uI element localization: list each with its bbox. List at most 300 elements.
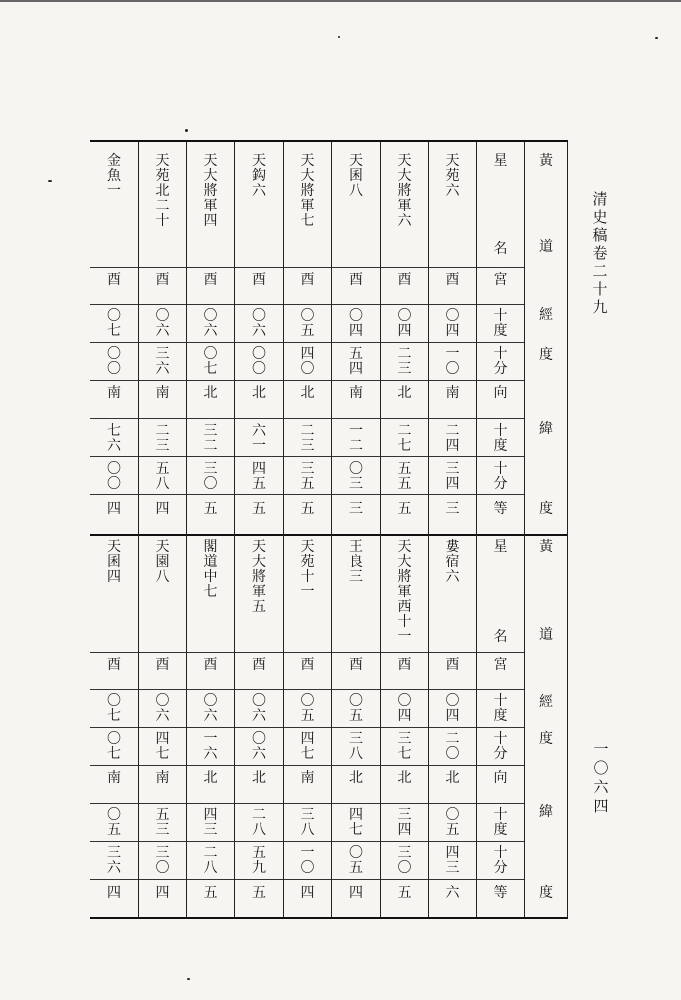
row-separator: [429, 418, 476, 419]
star-min: 五 四: [349, 346, 363, 377]
label-huang: 黃: [539, 539, 553, 555]
row-separator: [235, 803, 283, 804]
row-separator: [187, 652, 234, 653]
star-name: 天 大 將 軍 七: [300, 153, 315, 229]
row-separator: [284, 456, 331, 457]
row-separator: [284, 689, 331, 690]
star-dir: 南: [445, 385, 460, 401]
star-column: [234, 142, 283, 917]
row-separator: [429, 456, 476, 457]
star-dir: 南: [300, 770, 315, 786]
row-separator: [187, 304, 234, 305]
star-lat-min: 三 五: [300, 461, 315, 492]
row-separator: [477, 494, 524, 495]
row-separator: [139, 494, 186, 495]
row-separator: [235, 418, 283, 419]
star-deg: 〇 七: [107, 308, 121, 339]
star-palace: 酉: [155, 272, 170, 288]
star-lat-deg: 五 三: [155, 807, 170, 838]
ink-speck: [655, 37, 658, 39]
row-separator: [187, 803, 234, 804]
star-lat-min: 三 六: [107, 845, 121, 876]
row-separator: [381, 652, 428, 653]
header-palace: 宮: [493, 657, 508, 673]
row-separator: [477, 267, 524, 268]
row-separator: [284, 841, 331, 842]
row-separator: [187, 841, 234, 842]
star-deg: 〇 六: [203, 693, 218, 724]
row-separator: [187, 267, 234, 268]
header-mag: 等: [493, 885, 508, 901]
star-name: 天 大 將 軍 四: [203, 153, 218, 229]
star-deg: 〇 四: [397, 308, 412, 339]
row-separator: [235, 267, 283, 268]
star-column: [283, 142, 331, 917]
row-separator: [332, 342, 380, 343]
row-separator: [332, 534, 380, 536]
row-separator: [284, 803, 331, 804]
label-du: 度: [539, 885, 553, 901]
row-separator: [139, 267, 186, 268]
star-mag: 五: [397, 501, 412, 517]
star-name: 天 苑 十 一: [300, 539, 315, 600]
row-separator: [90, 727, 138, 728]
label-huang: 黃: [539, 153, 553, 169]
star-mag: 四: [155, 501, 170, 517]
row-separator: [381, 841, 428, 842]
row-separator: [235, 689, 283, 690]
star-mag: 五: [397, 885, 412, 901]
star-mag: 五: [203, 885, 218, 901]
star-name: 天 苑 六: [445, 153, 460, 199]
star-deg: 〇 四: [397, 693, 412, 724]
row-separator: [90, 841, 138, 842]
row-separator: [187, 456, 234, 457]
row-separator: [381, 304, 428, 305]
star-dir: 南: [155, 385, 170, 401]
star-deg: 〇 四: [445, 693, 460, 724]
row-separator: [429, 689, 476, 690]
label-du: 度: [539, 501, 553, 517]
star-palace: 酉: [107, 272, 121, 288]
header-lat-min: 十 分: [493, 845, 508, 876]
row-separator: [139, 765, 186, 766]
header-min: 十 分: [493, 346, 508, 377]
star-mag: 三: [445, 501, 460, 517]
row-separator: [284, 342, 331, 343]
row-separator: [235, 841, 283, 842]
row-separator: [90, 803, 138, 804]
row-separator: [187, 765, 234, 766]
row-separator: [284, 494, 331, 495]
row-separator: [187, 380, 234, 381]
star-lat-min: 二 八: [203, 845, 218, 876]
row-separator: [90, 380, 138, 381]
row-separator: [429, 727, 476, 728]
label-jing: 經: [539, 307, 553, 323]
header-min: 十 分: [493, 731, 508, 762]
row-separator: [284, 652, 331, 653]
star-lat-min: 三 〇: [203, 461, 218, 492]
row-separator: [381, 765, 428, 766]
label-du: 度: [539, 347, 553, 363]
row-separator: [332, 456, 380, 457]
row-separator: [429, 342, 476, 343]
row-separator: [139, 803, 186, 804]
star-min: 一 〇: [445, 346, 460, 377]
star-name: 天 鈎 六: [252, 153, 266, 199]
star-dir: 北: [203, 770, 218, 786]
star-lat-min: 四 五: [252, 461, 266, 492]
row-separator: [429, 803, 476, 804]
star-min: 〇 七: [107, 731, 121, 762]
star-lat-deg: 二 八: [252, 807, 266, 838]
row-separator: [477, 727, 524, 728]
row-separator: [187, 534, 234, 536]
row-separator: [477, 841, 524, 842]
star-dir: 北: [252, 770, 266, 786]
star-column: [90, 142, 138, 917]
header-column: [476, 142, 524, 917]
row-separator: [187, 342, 234, 343]
star-palace: 酉: [252, 657, 266, 673]
row-separator: [235, 494, 283, 495]
star-dir: 北: [300, 385, 315, 401]
row-separator: [139, 879, 186, 880]
star-palace: 酉: [300, 272, 315, 288]
star-dir: 北: [397, 385, 412, 401]
row-separator: [235, 342, 283, 343]
star-min: 二 〇: [445, 731, 460, 762]
label-dao: 道: [539, 627, 553, 643]
row-separator: [90, 342, 138, 343]
row-separator: [139, 456, 186, 457]
row-separator: [235, 380, 283, 381]
row-separator: [429, 304, 476, 305]
star-lat-min: 〇 〇: [107, 461, 121, 492]
star-palace: 酉: [107, 657, 121, 673]
star-name: 天 苑 北 二 十: [155, 153, 170, 229]
row-separator: [284, 418, 331, 419]
star-lat-min: 五 九: [252, 845, 266, 876]
star-lat-deg: 四 三: [203, 807, 218, 838]
row-separator: [284, 765, 331, 766]
page-number: 一 〇 六 四: [593, 740, 609, 815]
star-min: 四 〇: [300, 346, 315, 377]
header-palace: 宮: [493, 272, 508, 288]
star-lat-min: 三 〇: [397, 845, 412, 876]
star-palace: 酉: [155, 657, 170, 673]
star-lat-deg: 〇 五: [107, 807, 121, 838]
row-separator: [477, 879, 524, 880]
row-separator: [187, 727, 234, 728]
row-separator: [429, 267, 476, 268]
row-separator: [139, 304, 186, 305]
header-deg: 十 度: [493, 693, 508, 724]
row-separator: [429, 652, 476, 653]
star-dir: 南: [349, 385, 363, 401]
star-dir: 南: [107, 385, 121, 401]
star-mag: 四: [107, 501, 121, 517]
star-palace: 酉: [349, 657, 363, 673]
row-separator: [477, 380, 524, 381]
star-lat-deg: 六 一: [252, 423, 266, 454]
star-mag: 五: [203, 501, 218, 517]
row-separator: [235, 534, 283, 536]
row-separator: [284, 304, 331, 305]
star-catalog-table: [90, 140, 568, 919]
star-palace: 酉: [300, 657, 315, 673]
star-lat-deg: 一 二: [349, 423, 363, 454]
star-lat-deg: 七 六: [107, 423, 121, 454]
row-separator: [332, 267, 380, 268]
row-separator: [90, 534, 138, 536]
header-deg: 十 度: [493, 308, 508, 339]
star-dir: 北: [252, 385, 266, 401]
star-lat-deg: 三 二: [203, 423, 218, 454]
row-separator: [235, 652, 283, 653]
star-dir: 北: [445, 770, 460, 786]
star-min: 二 三: [397, 346, 412, 377]
star-deg: 〇 六: [252, 308, 266, 339]
star-mag: 四: [349, 885, 363, 901]
star-column: [331, 142, 380, 917]
star-name: 王 良 三: [349, 539, 363, 585]
header-star: 星: [493, 539, 508, 555]
star-deg: 〇 六: [155, 693, 170, 724]
row-separator: [332, 727, 380, 728]
star-lat-min: 〇 三: [349, 461, 363, 492]
row-separator: [429, 494, 476, 495]
row-separator: [381, 267, 428, 268]
star-name: 婁 宿 六: [445, 539, 460, 585]
row-separator: [332, 494, 380, 495]
star-mag: 四: [155, 885, 170, 901]
row-separator: [429, 841, 476, 842]
row-separator: [284, 879, 331, 880]
star-lat-deg: 三 八: [300, 807, 315, 838]
header-dir: 向: [493, 385, 508, 401]
star-mag: 五: [252, 885, 266, 901]
star-lat-min: 五 八: [155, 461, 170, 492]
row-separator: [90, 879, 138, 880]
ink-speck: [185, 129, 188, 132]
star-min: 〇 〇: [252, 346, 266, 377]
star-column: [428, 142, 476, 917]
star-column: [138, 142, 186, 917]
star-min: 三 八: [349, 731, 363, 762]
row-separator: [90, 494, 138, 495]
header-lat-deg: 十 度: [493, 807, 508, 838]
star-mag: 六: [445, 885, 460, 901]
row-separator: [187, 494, 234, 495]
star-mag: 四: [300, 885, 315, 901]
row-separator: [139, 418, 186, 419]
row-separator: [90, 652, 138, 653]
row-separator: [477, 652, 524, 653]
star-lat-min: 五 五: [397, 461, 412, 492]
star-palace: 酉: [397, 272, 412, 288]
row-separator: [284, 380, 331, 381]
star-palace: 酉: [445, 657, 460, 673]
row-separator: [477, 304, 524, 305]
header-lat-min: 十 分: [493, 461, 508, 492]
running-title: 清 史 稿 卷 二 十 九: [592, 190, 608, 316]
star-name: 天 園 八: [155, 539, 170, 585]
ink-speck: [187, 978, 190, 980]
row-separator: [139, 727, 186, 728]
row-separator: [332, 765, 380, 766]
star-min: 四 七: [155, 731, 170, 762]
star-palace: 酉: [349, 272, 363, 288]
ink-speck: [48, 180, 52, 182]
row-separator: [332, 652, 380, 653]
star-lat-min: 三 四: [445, 461, 460, 492]
star-mag: 五: [252, 501, 266, 517]
row-separator: [381, 803, 428, 804]
row-separator: [90, 765, 138, 766]
star-lat-deg: 三 四: [397, 807, 412, 838]
star-min: 〇 七: [203, 346, 218, 377]
row-separator: [381, 418, 428, 419]
row-separator: [525, 534, 567, 536]
star-lat-deg: 二 七: [397, 423, 412, 454]
star-min: 三 六: [155, 346, 170, 377]
star-lat-min: 一 〇: [300, 845, 315, 876]
star-min: 〇 〇: [107, 346, 121, 377]
star-min: 〇 六: [252, 731, 266, 762]
row-separator: [139, 841, 186, 842]
star-dir: 南: [155, 770, 170, 786]
header-name: 名: [493, 629, 508, 645]
header-star: 星: [493, 153, 508, 169]
star-mag: 三: [349, 501, 363, 517]
row-separator: [332, 304, 380, 305]
row-separator: [90, 456, 138, 457]
star-palace: 酉: [445, 272, 460, 288]
row-separator: [332, 380, 380, 381]
row-separator: [187, 689, 234, 690]
row-separator: [381, 534, 428, 536]
row-separator: [139, 689, 186, 690]
star-deg: 〇 五: [349, 693, 363, 724]
row-separator: [90, 267, 138, 268]
row-separator: [332, 803, 380, 804]
row-separator: [477, 456, 524, 457]
star-lat-deg: 二 三: [300, 423, 315, 454]
row-separator: [90, 304, 138, 305]
star-deg: 〇 五: [300, 693, 315, 724]
star-deg: 〇 六: [203, 308, 218, 339]
star-column: [380, 142, 428, 917]
row-separator: [235, 765, 283, 766]
star-name: 金 魚 一: [107, 153, 121, 199]
row-separator: [381, 494, 428, 495]
star-dir: 南: [107, 770, 121, 786]
row-separator: [477, 689, 524, 690]
star-min: 三 七: [397, 731, 412, 762]
row-separator: [381, 380, 428, 381]
star-name: 天 囷 四: [107, 539, 121, 585]
star-lat-deg: 四 七: [349, 807, 363, 838]
label-column: [524, 142, 568, 917]
row-separator: [477, 342, 524, 343]
star-deg: 〇 六: [252, 693, 266, 724]
header-mag: 等: [493, 501, 508, 517]
star-deg: 〇 五: [300, 308, 315, 339]
row-separator: [429, 534, 476, 536]
row-separator: [332, 879, 380, 880]
label-du: 度: [539, 731, 553, 747]
star-lat-deg: 二 三: [155, 423, 170, 454]
row-separator: [90, 418, 138, 419]
row-separator: [381, 879, 428, 880]
row-separator: [235, 456, 283, 457]
row-separator: [381, 727, 428, 728]
row-separator: [477, 418, 524, 419]
row-separator: [284, 534, 331, 536]
star-deg: 〇 四: [445, 308, 460, 339]
row-separator: [477, 803, 524, 804]
star-mag: 五: [300, 501, 315, 517]
header-name: 名: [493, 241, 508, 257]
row-separator: [139, 534, 186, 536]
star-lat-deg: 二 四: [445, 423, 460, 454]
header-lat-deg: 十 度: [493, 423, 508, 454]
row-separator: [429, 380, 476, 381]
row-separator: [187, 418, 234, 419]
row-separator: [429, 879, 476, 880]
header-dir: 向: [493, 770, 508, 786]
star-lat-min: 〇 五: [349, 845, 363, 876]
row-separator: [187, 879, 234, 880]
star-deg: 〇 七: [107, 693, 121, 724]
star-lat-min: 四 三: [445, 845, 460, 876]
star-name: 天 囷 八: [349, 153, 363, 199]
label-wei: 緯: [539, 804, 553, 820]
label-dao: 道: [539, 239, 553, 255]
row-separator: [235, 727, 283, 728]
row-separator: [381, 342, 428, 343]
star-lat-min: 三 〇: [155, 845, 170, 876]
row-separator: [381, 689, 428, 690]
row-separator: [332, 841, 380, 842]
star-palace: 酉: [203, 272, 218, 288]
star-deg: 〇 四: [349, 308, 363, 339]
star-dir: 北: [203, 385, 218, 401]
row-separator: [477, 765, 524, 766]
row-separator: [139, 380, 186, 381]
star-dir: 北: [349, 770, 363, 786]
star-mag: 四: [107, 885, 121, 901]
row-separator: [284, 727, 331, 728]
star-palace: 酉: [397, 657, 412, 673]
star-name: 閣 道 中 七: [203, 539, 218, 600]
star-dir: 北: [397, 770, 412, 786]
star-column: [186, 142, 234, 917]
row-separator: [139, 342, 186, 343]
row-separator: [235, 879, 283, 880]
row-separator: [139, 652, 186, 653]
row-separator: [332, 418, 380, 419]
label-wei: 緯: [539, 421, 553, 437]
row-separator: [381, 456, 428, 457]
star-name: 天 大 將 軍 五: [252, 539, 266, 615]
row-separator: [90, 689, 138, 690]
row-separator: [284, 267, 331, 268]
ink-speck: [338, 36, 340, 38]
star-palace: 酉: [203, 657, 218, 673]
